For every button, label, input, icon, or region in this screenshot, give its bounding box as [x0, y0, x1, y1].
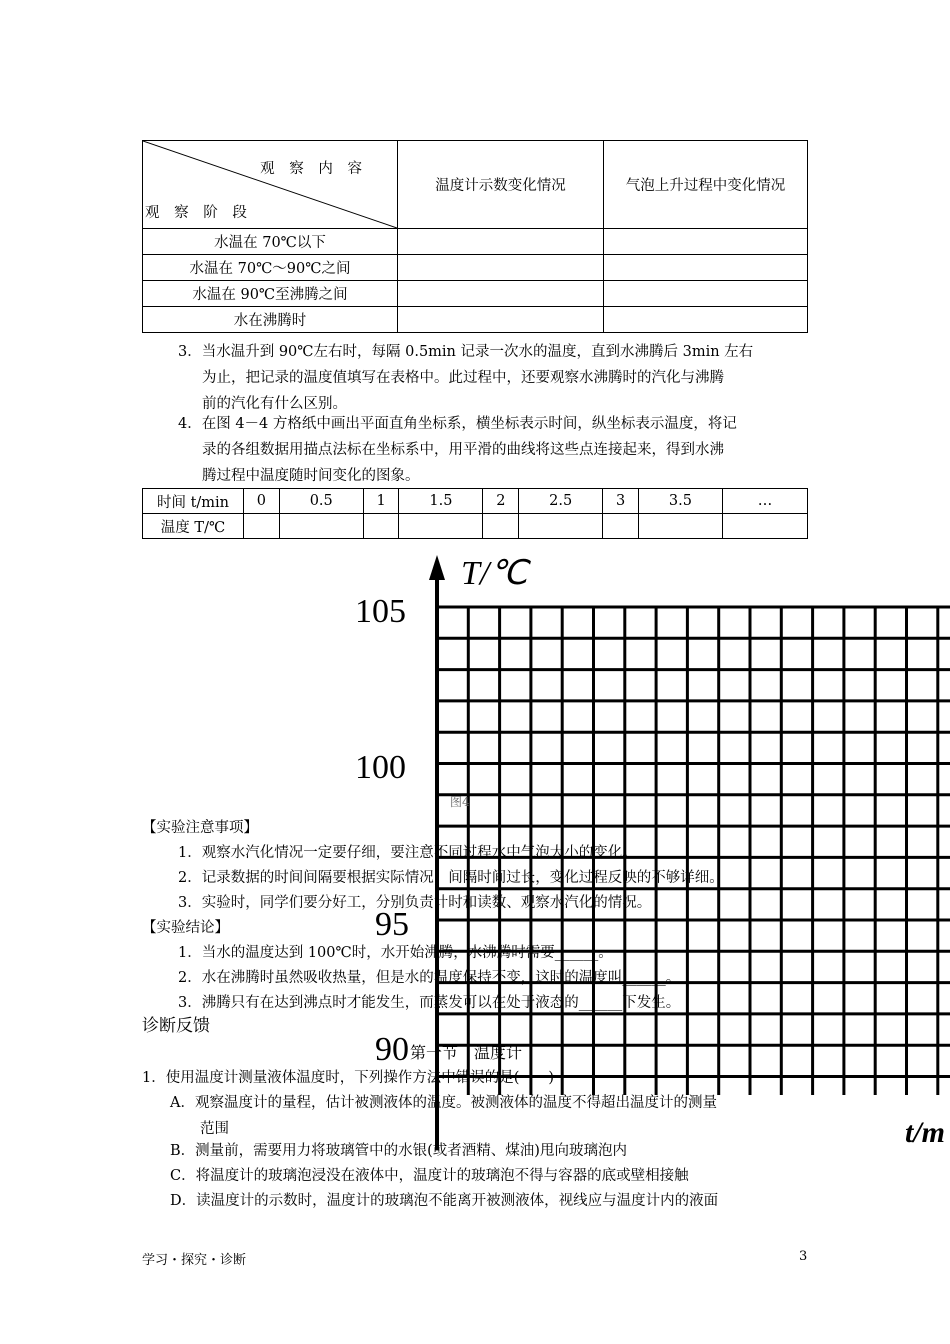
time-cell: 1: [363, 489, 399, 514]
blank-cell[interactable]: [723, 514, 808, 539]
y-tick-label: 95: [375, 906, 409, 943]
blank-cell[interactable]: [399, 514, 483, 539]
time-row: [143, 489, 808, 514]
observation-content-label: 观 察 内 容: [260, 161, 367, 177]
time-label: 时间 t/min: [143, 489, 244, 514]
option-a-line: 范围: [200, 1121, 229, 1137]
blank-cell[interactable]: [398, 255, 604, 281]
conclusion-2: 2．水在沸腾时虽然吸收热量，但是水的温度保持不变，这时的温度叫______。: [178, 970, 681, 986]
blank-cell[interactable]: [519, 514, 603, 539]
blank-cell[interactable]: [638, 514, 722, 539]
note-3: 3．实验时，同学们要分好工，分别负责计时和读数、观察水汽化的情况。: [178, 895, 652, 911]
step-3: [178, 339, 753, 417]
time-cell: 0.5: [279, 489, 363, 514]
option-b[interactable]: B．测量前，需要用力将玻璃管中的水银(或者酒精、煤油)甩向玻璃泡内: [170, 1143, 627, 1159]
row-label: 水在沸腾时: [143, 307, 398, 333]
time-cell: 2: [483, 489, 519, 514]
row-label: 水温在 90℃至沸腾之间: [143, 281, 398, 307]
blank-cell[interactable]: [363, 514, 399, 539]
time-temperature-table: [142, 488, 808, 539]
step-3-line: 3．当水温升到 90℃左右时，每隔 0.5min 记录一次水的温度，直到水沸腾后 3min 左右: [178, 344, 754, 360]
blank-cell[interactable]: [244, 514, 280, 539]
footer-title: 学习・探究・诊断: [142, 1253, 247, 1268]
diagonal-header-cell: [143, 141, 398, 229]
step-4: [178, 411, 737, 489]
option-c[interactable]: C．将温度计的玻璃泡浸没在液体中，温度计的玻璃泡不得与容器的底或壁相接触: [170, 1168, 689, 1184]
blank-cell[interactable]: [604, 281, 808, 307]
blank-cell[interactable]: [604, 307, 808, 333]
step-3-line: 前的汽化有什么区别。: [202, 396, 347, 412]
row-label: 水温在 70℃～90℃之间: [143, 255, 398, 281]
time-cell: …: [723, 489, 808, 514]
page-number: 3: [799, 1249, 808, 1264]
blank-cell[interactable]: [603, 514, 639, 539]
time-cell: 3.5: [638, 489, 722, 514]
blank-cell[interactable]: [398, 229, 604, 255]
note-1: 1．观察水汽化情况一定要仔细，要注意不同过程水中气泡大小的变化。: [178, 845, 637, 861]
y-tick-label: 90: [375, 1031, 409, 1068]
step-4-line: 4．在图 4－4 方格纸中画出平面直角坐标系，横坐标表示时间，纵坐标表示温度，将记: [178, 416, 737, 432]
conclusion-3: 3．沸腾只有在达到沸点时才能发生，而蒸发可以在处于液态的______下发生。: [178, 995, 681, 1011]
step-3-line: 为止，把记录的温度值填写在表格中。此过程中，还要观察水沸腾时的汽化与沸腾: [202, 370, 724, 386]
conclusion-1: 1．当水的温度达到 100℃时，水开始沸腾，水沸腾时需要______。: [178, 945, 613, 961]
y-axis-label: T/℃: [461, 555, 528, 592]
observation-stage-label: 观 察 阶 段: [145, 205, 252, 221]
blank-cell[interactable]: [279, 514, 363, 539]
y-tick-label: 105: [355, 593, 406, 630]
blank-cell[interactable]: [483, 514, 519, 539]
figure-caption: 图4: [450, 795, 470, 809]
diagnosis-heading: 诊断反馈: [142, 1016, 210, 1036]
question-1: 1．使用温度计测量液体温度时，下列操作方法中错误的是( ): [142, 1070, 555, 1086]
temperature-label: 温度 T/℃: [143, 514, 244, 539]
blank-cell[interactable]: [398, 281, 604, 307]
table-row: [143, 255, 808, 281]
temperature-row: [143, 514, 808, 539]
table-row: [143, 281, 808, 307]
conclusion-heading: 【实验结论】: [142, 920, 229, 936]
notes-heading: 【实验注意事项】: [142, 820, 258, 836]
time-cell: 3: [603, 489, 639, 514]
y-axis-arrow: [429, 555, 445, 580]
observation-table: [142, 140, 808, 333]
x-axis-label: t/m: [905, 1116, 946, 1149]
option-d[interactable]: D．读温度计的示数时，温度计的玻璃泡不能离开被测液体，视线应与温度计内的液面: [170, 1193, 719, 1209]
blank-cell[interactable]: [604, 229, 808, 255]
time-cell: 1.5: [399, 489, 483, 514]
table-row: [143, 229, 808, 255]
note-2: 2．记录数据的时间间隔要根据实际情况，间隔时间过长，变化过程反映的不够详细。: [178, 870, 724, 886]
step-4-line: 录的各组数据用描点法标在坐标系中，用平滑的曲线将这些点连接起来，得到水沸: [202, 442, 724, 458]
y-tick-label: 100: [355, 749, 406, 786]
time-cell: 0: [244, 489, 280, 514]
option-a[interactable]: [170, 1090, 717, 1142]
time-cell: 2.5: [519, 489, 603, 514]
section-title: 第一节 温度计: [410, 1043, 523, 1062]
bubble-column-header: 气泡上升过程中变化情况: [604, 141, 808, 229]
blank-cell[interactable]: [604, 255, 808, 281]
row-label: 水温在 70℃以下: [143, 229, 398, 255]
thermometer-column-header: 温度计示数变化情况: [398, 141, 604, 229]
table-row: [143, 307, 808, 333]
step-4-line: 腾过程中温度随时间变化的图象。: [202, 468, 420, 484]
option-a-line: A．观察温度计的量程，估计被测液体的温度。被测液体的温度不得超出温度计的测量: [170, 1095, 717, 1111]
blank-cell[interactable]: [398, 307, 604, 333]
